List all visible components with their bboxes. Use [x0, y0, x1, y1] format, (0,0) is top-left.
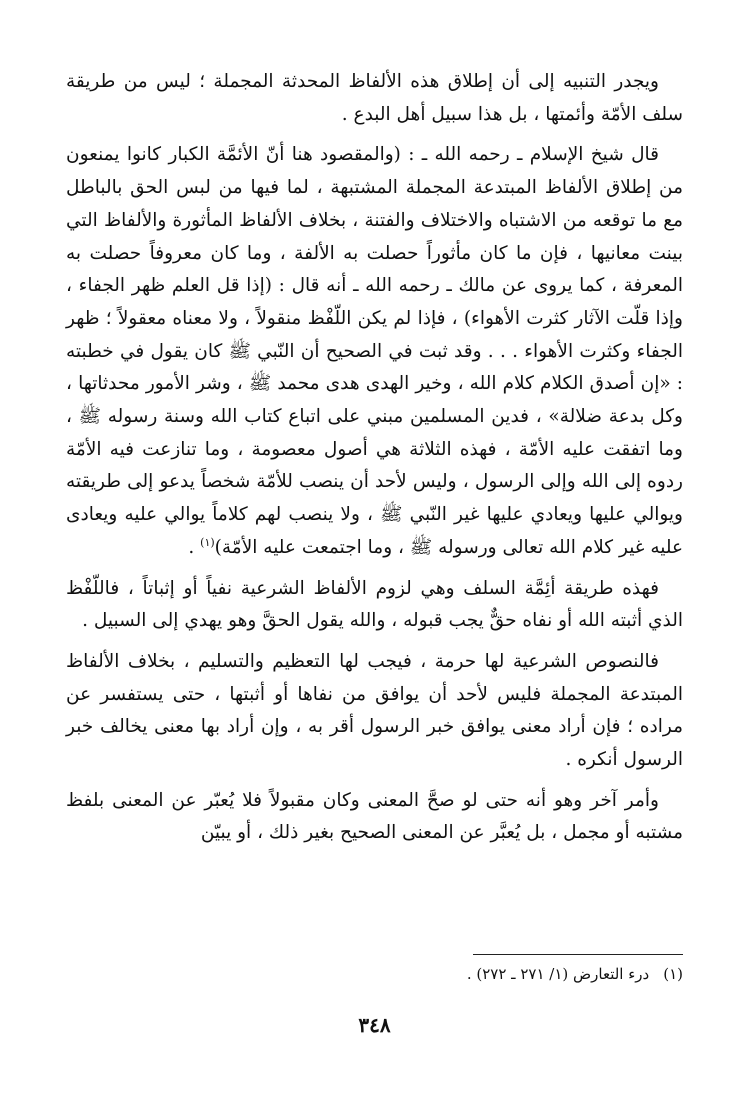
paragraph-5: وأمر آخر وهو أنه حتى لو صحَّ المعنى وكان مقبولاً فلا يُعبّر عن المعنى بلفظ مشتبه أو مجمل ، بل يُعبَّر عن المعنى الصحيح بغير ذلك ، أو يبيّن: [66, 789, 683, 844]
footnote-text: درء التعارض (١/ ٢٧١ ـ ٢٧٢) .: [466, 965, 650, 983]
footnote-divider: [473, 954, 683, 955]
page-number: ٣٤٨: [358, 1013, 391, 1037]
footnote-number: (١): [663, 965, 683, 983]
paragraph-2-end: .: [188, 536, 195, 558]
footnote: [66, 963, 683, 985]
paragraph-2-text: قال شيخ الإسلام ـ رحمه الله ـ : (والمقصود هنا أنّ الأئمَّة الكبار كانوا يمنعون من إطلاق الألفاظ المبتدعة المجملة المشتبهة ، لما فيها من لبس الحق بالباطل مع ما توقعه من الاشتباه والاختلاف والفتنة ، بخلاف الألفاظ المأثورة والألفاظ التي بينت معانيها ، فإن ما كان مأثوراً حصلت به الألفة ، وما كان معروفاً حصلت به المعرفة ، كما يروى عن مالك ـ رحمه الله ـ أنه قال : (إذا قل العلم ظهر الجفاء ، وإذا قلّت الآثار كثرت الأهواء) ، فإذا لم يكن اللّفْظ منقولاً ، ولا معناه معقولاً ؛ ظهر الجفاء وكثرت الأهواء . . . وقد ثبت في الصحيح أن النّبي ﷺ كان يقول في خطبته : «إن أصدق الكلام كلام الله ، وخير الهدى هدى محمد ﷺ ، وشر الأمور محدثاتها ، وكل بدعة ضلالة» ، فدين المسلمين مبني على اتباع كتاب الله وسنة رسوله ﷺ ، وما اتفقت عليه الأمّة ، فهذه الثلاثة هي أصول معصومة ، وما تنازعت فيه الأمّة ردوه إلى الله وإلى الرسول ، وليس لأحد أن ينصب للأمّة شخصاً يدعو إلى طريقته ويوالي عليها ويعادي عليها غير النّبي ﷺ ، ولا ينصب لهم كلاماً يوالي عليه ويعادى عليه غير كلام الله تعالى ورسوله ﷺ ، وما اجتمعت عليه الأمّة): [66, 144, 683, 558]
footnote-marker: (١): [200, 535, 215, 549]
paragraph-3: فهذه طريقة أئِمَّة السلف وهي لزوم الألفاظ الشرعية نفياً أو إثباتاً ، فاللّفْظ الذي أثبته الله أو نفاه حقٌّ يجب قبوله ، والله يقول الحقَّ وهو يهدي إلى السبيل .: [66, 577, 683, 632]
paragraph-1: ويجدر التنبيه إلى أن إطلاق هذه الألفاظ المحدثة المجملة ؛ ليس من طريقة سلف الأمّة وأئمتها ، بل هذا سبيل أهل البدع .: [66, 71, 683, 125]
main-text: [66, 66, 683, 850]
paragraph-4: فالنصوص الشرعية لها حرمة ، فيجب لها التعظيم والتسليم ، بخلاف الألفاظ المبتدعة المجملة فليس لأحد أن يوافق من نفاها أو أثبتها ، حتى يستفسر عن مراده ؛ فإن أراد معنى يوافق خبر الرسول أقر به ، وإن أراد بها معنى يخالف خبر الرسول أنكره .: [66, 650, 683, 771]
paragraph-2: [66, 139, 683, 564]
